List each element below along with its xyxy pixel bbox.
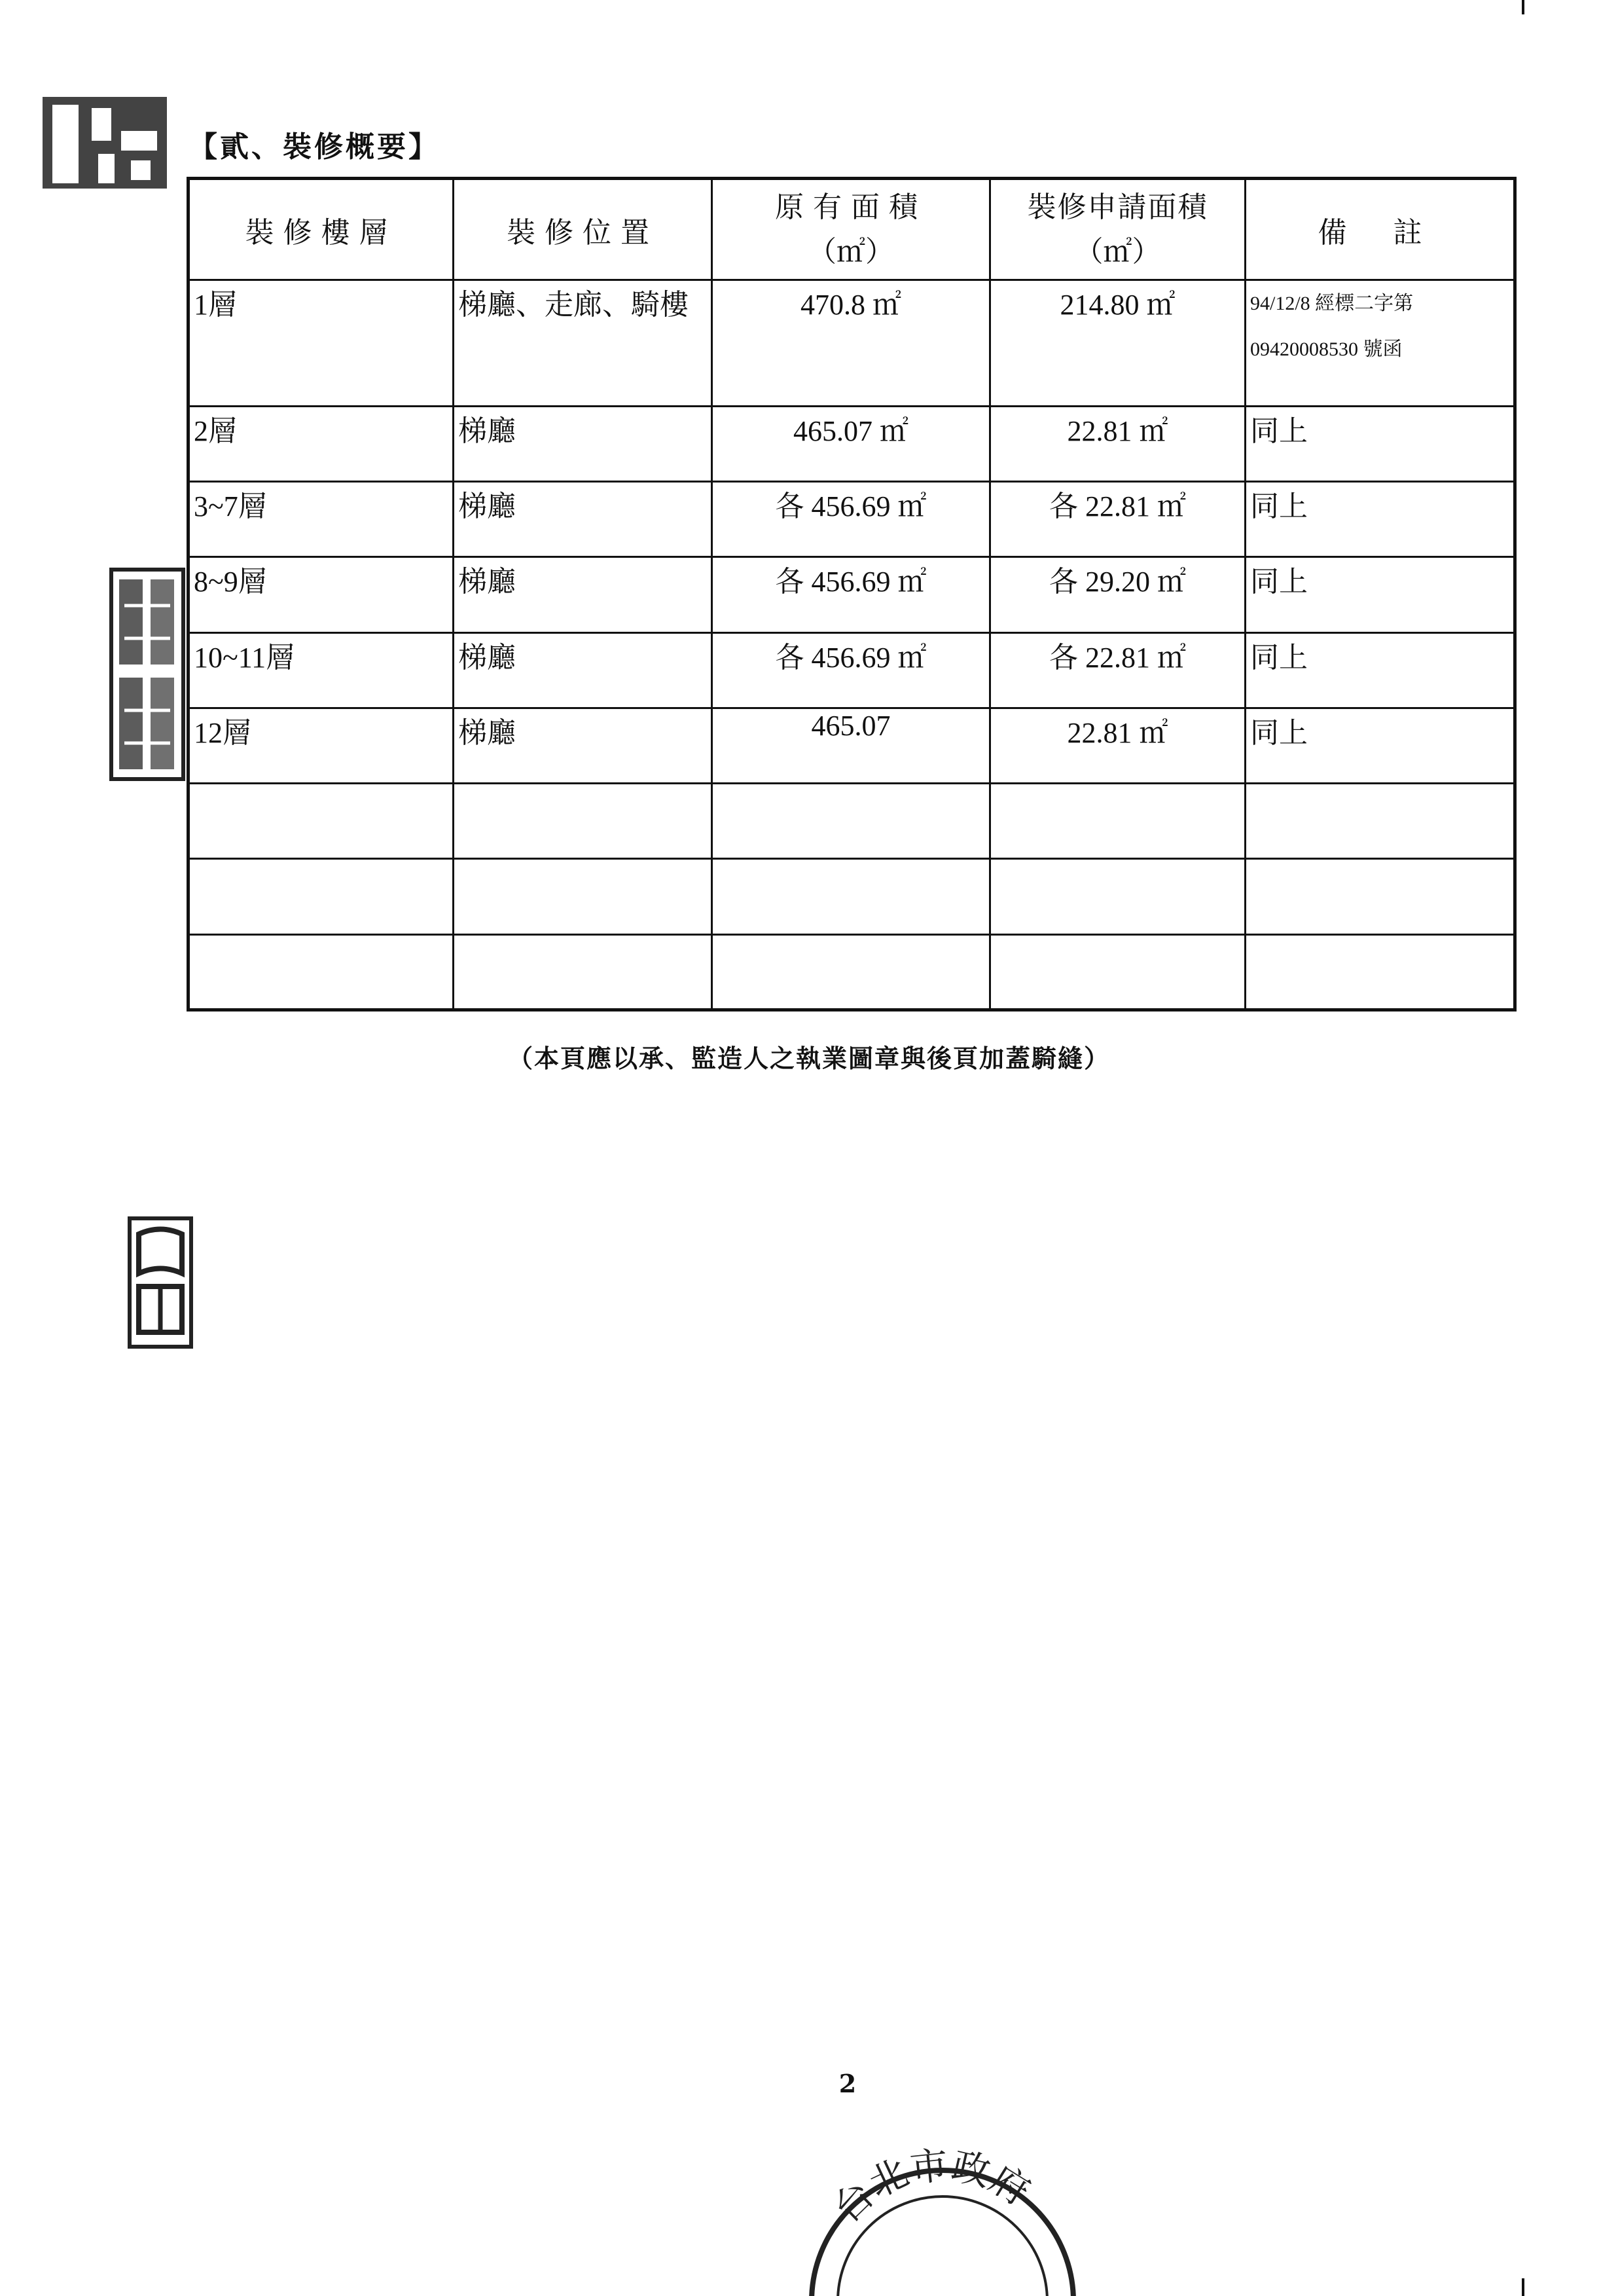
header-original-area-unit: （㎡） <box>808 235 894 268</box>
row-location: 梯廳 <box>454 708 712 783</box>
row-remarks: 同上 <box>1246 482 1515 557</box>
empty-cell <box>189 859 454 934</box>
seal-left-margin-lower <box>124 1214 196 1352</box>
row-remarks: 同上 <box>1246 632 1515 708</box>
empty-cell <box>189 934 454 1010</box>
row-original-area: 各 456.69 ㎡ <box>712 482 990 557</box>
table-header-row <box>189 179 1515 280</box>
row-original-area: 465.07 ㎡ <box>712 406 990 481</box>
row-floor: 8~9層 <box>189 557 454 632</box>
stamp-arc-text: 台北市政府 <box>824 2142 1038 2231</box>
header-applied-area <box>990 179 1246 280</box>
header-original-area-label: 原有面積 <box>775 191 927 223</box>
empty-cell <box>1246 784 1515 859</box>
row-location: 梯廳 <box>454 406 712 481</box>
empty-cell <box>1246 859 1515 934</box>
row-location: 梯廳 <box>454 632 712 708</box>
table-row <box>189 280 1515 406</box>
row-applied-area: 各 22.81 ㎡ <box>990 632 1246 708</box>
section-title: 【貳、裝修概要】 <box>189 130 440 164</box>
row-remarks <box>1246 280 1515 406</box>
header-location: 裝修位置 <box>454 179 712 280</box>
header-remarks: 備 註 <box>1246 179 1515 280</box>
row-original-area: 465.07 <box>712 708 990 783</box>
empty-cell <box>454 784 712 859</box>
row-applied-area: 各 22.81 ㎡ <box>990 482 1246 557</box>
empty-cell <box>454 934 712 1010</box>
table-row-empty <box>189 784 1515 859</box>
row-floor: 3~7層 <box>189 482 454 557</box>
seal-left-margin-upper <box>105 566 190 782</box>
row-applied-area: 22.81 ㎡ <box>990 708 1246 783</box>
empty-cell <box>712 934 990 1010</box>
row-remarks-line2: 09420008530 號函 <box>1250 338 1403 361</box>
margin-mark-top <box>1522 0 1524 14</box>
table-row <box>189 406 1515 481</box>
row-applied-area: 214.80 ㎡ <box>990 280 1246 406</box>
empty-cell <box>1246 934 1515 1010</box>
empty-cell <box>990 934 1246 1010</box>
table-row <box>189 708 1515 783</box>
row-floor: 12層 <box>189 708 454 783</box>
row-original-area: 各 456.69 ㎡ <box>712 557 990 632</box>
row-remarks-line1: 94/12/8 經標二字第 <box>1250 293 1414 315</box>
table-row-empty <box>189 934 1515 1010</box>
header-floor: 裝修樓層 <box>189 179 454 280</box>
row-original-area: 各 456.69 ㎡ <box>712 632 990 708</box>
row-location: 梯廳 <box>454 482 712 557</box>
margin-mark-bottom <box>1522 2278 1524 2296</box>
table-row <box>189 482 1515 557</box>
row-location: 梯廳、走廊、騎樓 <box>454 280 712 406</box>
row-floor: 2層 <box>189 406 454 481</box>
empty-cell <box>712 859 990 934</box>
empty-cell <box>990 859 1246 934</box>
row-location: 梯廳 <box>454 557 712 632</box>
table-row <box>189 632 1515 708</box>
header-applied-area-unit: （㎡） <box>1074 235 1161 268</box>
row-applied-area: 22.81 ㎡ <box>990 406 1246 481</box>
row-original-area: 470.8 ㎡ <box>712 280 990 406</box>
seal-top-left <box>39 92 170 196</box>
header-original-area <box>712 179 990 280</box>
empty-cell <box>189 784 454 859</box>
header-applied-area-label: 裝修申請面積 <box>1027 191 1208 223</box>
empty-cell <box>712 784 990 859</box>
row-remarks: 同上 <box>1246 406 1515 481</box>
empty-cell <box>990 784 1246 859</box>
page-number: 2 <box>838 2069 857 2098</box>
footnote: （本頁應以承、監造人之執業圖章與後頁加蓋騎縫） <box>507 1044 1110 1073</box>
renovation-summary-table <box>187 177 1517 1011</box>
row-remarks: 同上 <box>1246 557 1515 632</box>
row-floor: 10~11層 <box>189 632 454 708</box>
table-row <box>189 557 1515 632</box>
government-stamp <box>789 2105 1096 2296</box>
empty-cell <box>454 859 712 934</box>
row-applied-area: 各 29.20 ㎡ <box>990 557 1246 632</box>
table-row-empty <box>189 859 1515 934</box>
row-floor: 1層 <box>189 280 454 406</box>
row-remarks: 同上 <box>1246 708 1515 783</box>
